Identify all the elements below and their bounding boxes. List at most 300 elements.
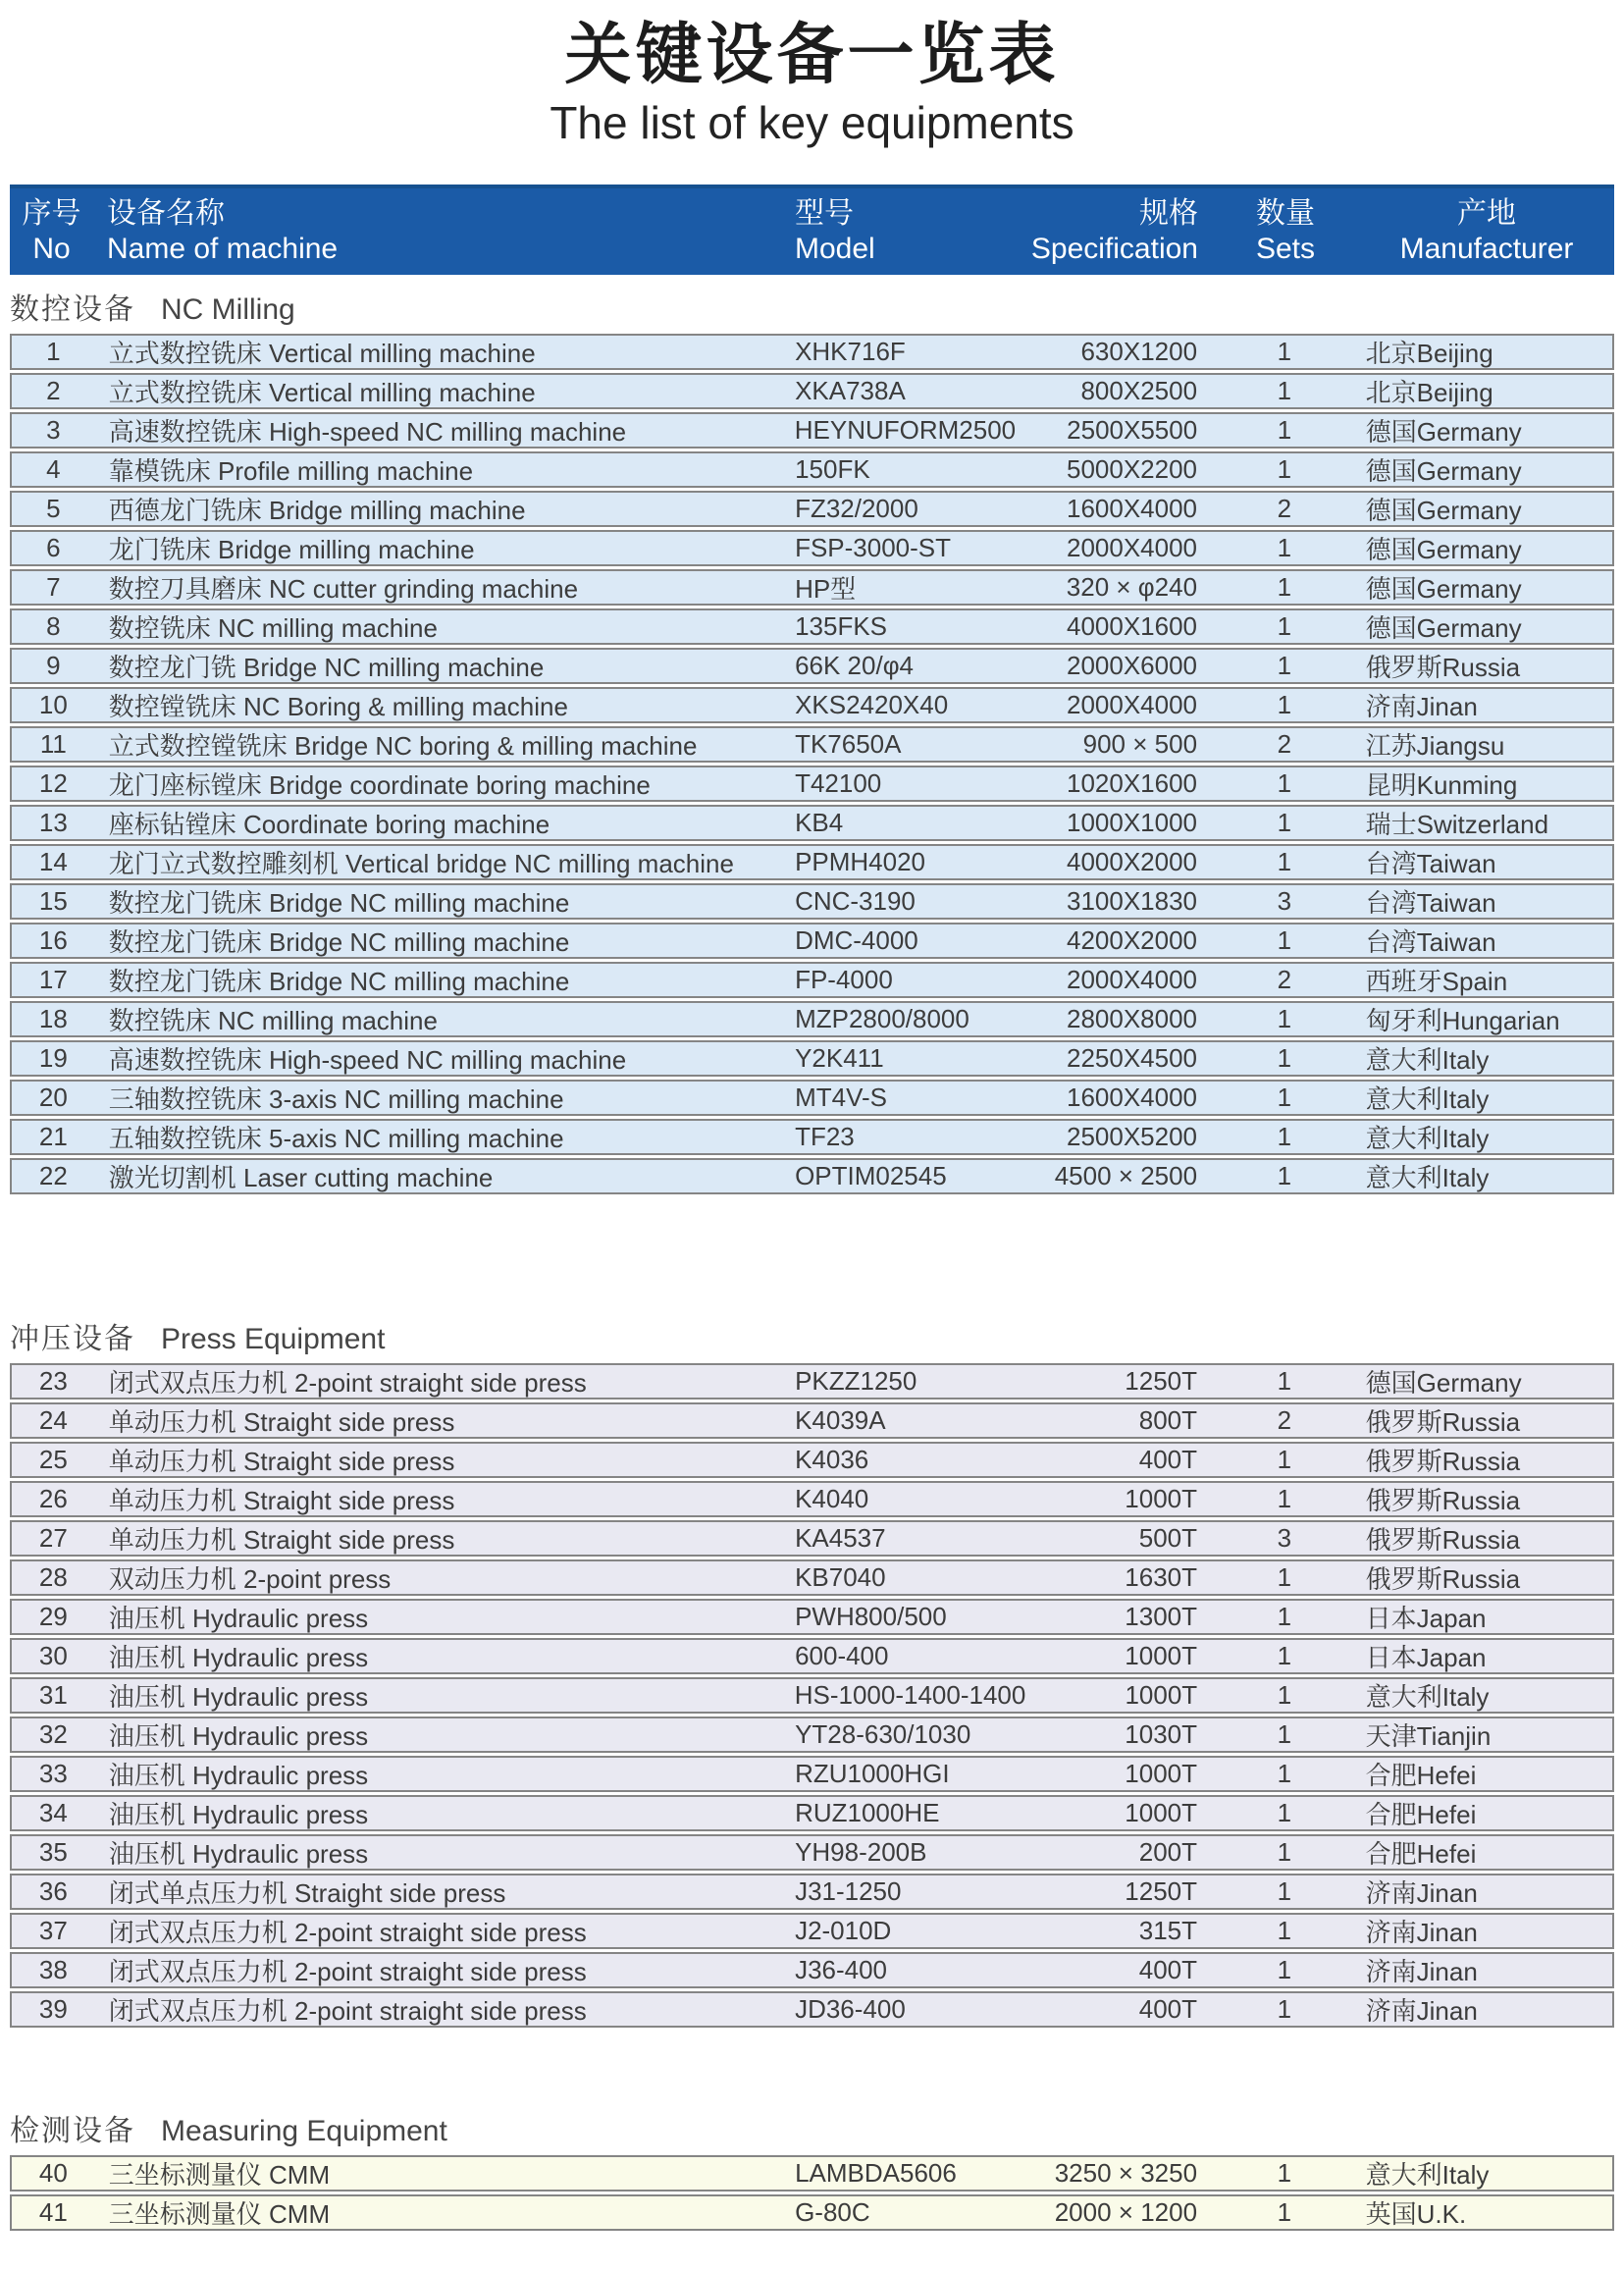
cell-no: 18: [38, 1003, 68, 1033]
table-row: [10, 373, 1614, 409]
section-label: [10, 1320, 1614, 1359]
cell-no: 15: [38, 885, 68, 916]
cell-name: 座标钻镗床 Coordinate boring machine: [108, 809, 550, 839]
cell-spec: 2000X4000: [1067, 964, 1198, 994]
cell-model: YH98-200B: [795, 1836, 927, 1867]
cell-no: 25: [38, 1444, 68, 1474]
cell-spec: 320 × φ240: [1066, 571, 1198, 602]
cell-model: PPMH4020: [795, 846, 926, 876]
cell-model: KB4: [795, 807, 844, 837]
cell-sets: 1: [1277, 1640, 1292, 1670]
cell-sets: 1: [1277, 2157, 1292, 2188]
cell-sets: 1: [1277, 1003, 1292, 1033]
cell-spec: 4000X1600: [1067, 610, 1198, 641]
cell-model: HS-1000-1400-1400: [794, 1679, 1026, 1710]
cell-model: G-80C: [795, 2196, 870, 2227]
cell-manufacturer: 俄罗斯Russia: [1365, 1485, 1521, 1515]
cell-manufacturer: 江苏Jiangsu: [1365, 730, 1505, 761]
cell-name: 五轴数控铣床 5-axis NC milling machine: [108, 1123, 564, 1153]
header-manu-en: Manufacturer: [1399, 232, 1574, 265]
header-name-en: Name of machine: [107, 232, 339, 265]
cell-manufacturer: 俄罗斯Russia: [1365, 652, 1521, 682]
cell-spec: 400T: [1138, 1954, 1198, 1984]
header-sets: [1212, 188, 1359, 275]
cell-sets: 2: [1277, 493, 1292, 523]
cell-manufacturer: 济南Jinan: [1365, 1995, 1478, 2026]
cell-name: 靠模铣床 Profile milling machine: [108, 455, 474, 486]
header-no: [10, 188, 93, 275]
cell-manufacturer: 德国Germany: [1365, 573, 1522, 604]
cell-model: 135FKS: [795, 610, 888, 641]
cell-spec: 1000T: [1125, 1483, 1198, 1513]
cell-spec: 315T: [1138, 1915, 1198, 1945]
cell-spec: 1000T: [1125, 1640, 1198, 1670]
table-row: [10, 1599, 1614, 1635]
cell-spec: 1600X4000: [1067, 493, 1198, 523]
cell-name: 西德龙门铣床 Bridge milling machine: [108, 495, 526, 525]
cell-sets: 2: [1277, 728, 1292, 759]
cell-manufacturer: 西班牙Spain: [1365, 966, 1508, 996]
cell-model: PWH800/500: [795, 1601, 947, 1631]
cell-model: HP型: [795, 573, 857, 604]
cell-no: 1: [46, 336, 61, 366]
cell-spec: 5000X2200: [1067, 453, 1198, 484]
cell-name: 三坐标测量仪 CMM: [108, 2198, 331, 2229]
cell-spec: 3100X1830: [1067, 885, 1198, 916]
table-row: [10, 1756, 1614, 1792]
cell-spec: 1000X1000: [1067, 807, 1198, 837]
cell-model: FZ32/2000: [795, 493, 918, 523]
cell-sets: 1: [1277, 1875, 1292, 1906]
cell-sets: 1: [1277, 1679, 1292, 1710]
cell-model: KA4537: [795, 1522, 886, 1553]
cell-no: 3: [46, 414, 61, 445]
cell-no: 33: [38, 1758, 68, 1788]
header-model-zh: 型号: [795, 196, 854, 230]
table-row: [10, 1402, 1614, 1439]
table-row: [10, 491, 1614, 527]
cell-sets: 1: [1277, 610, 1292, 641]
cell-no: 21: [38, 1121, 68, 1151]
cell-no: 36: [38, 1875, 68, 1906]
cell-spec: 1000T: [1125, 1679, 1198, 1710]
cell-name: 立式数控镗铣床 Bridge NC boring & milling machine: [108, 730, 698, 761]
cell-no: 29: [38, 1601, 68, 1631]
cell-no: 16: [38, 924, 68, 955]
cell-name: 油压机 Hydraulic press: [108, 1760, 369, 1790]
cell-sets: 1: [1277, 1993, 1292, 2024]
cell-manufacturer: 俄罗斯Russia: [1365, 1563, 1521, 1594]
cell-model: JD36-400: [795, 1993, 906, 2024]
cell-no: 19: [38, 1042, 68, 1073]
cell-spec: 1600X4000: [1067, 1082, 1198, 1112]
cell-name: 单动压力机 Straight side press: [108, 1446, 455, 1476]
cell-spec: 2500X5500: [1067, 414, 1198, 445]
cell-model: 66K 20/φ4: [795, 650, 915, 680]
cell-sets: 1: [1277, 1121, 1292, 1151]
table-row: [10, 1363, 1614, 1400]
cell-no: 35: [38, 1836, 68, 1867]
section-label-zh: 数控设备: [10, 292, 135, 326]
cell-manufacturer: 济南Jinan: [1365, 1877, 1478, 1908]
cell-spec: 1000T: [1125, 1797, 1198, 1827]
cell-manufacturer: 瑞士Switzerland: [1365, 809, 1549, 839]
cell-sets: 1: [1277, 1797, 1292, 1827]
table-row: [10, 726, 1614, 763]
table-row: [10, 2194, 1614, 2231]
cell-sets: 3: [1277, 1522, 1292, 1553]
cell-model: J36-400: [795, 1954, 888, 1984]
header-spec-zh: 规格: [1139, 196, 1198, 230]
cell-no: 2: [46, 375, 61, 405]
section-label: [10, 290, 1614, 330]
cell-sets: 1: [1277, 1444, 1292, 1474]
cell-no: 9: [46, 650, 61, 680]
cell-manufacturer: 济南Jinan: [1365, 691, 1478, 721]
cell-no: 10: [38, 689, 68, 719]
cell-name: 龙门座标镗床 Bridge coordinate boring machine: [108, 769, 651, 800]
cell-model: YT28-630/1030: [795, 1718, 971, 1749]
cell-no: 31: [38, 1679, 68, 1710]
cell-name: 三轴数控铣床 3-axis NC milling machine: [108, 1083, 564, 1114]
cell-model: XHK716F: [795, 336, 906, 366]
cell-model: K4039A: [795, 1404, 886, 1435]
cell-no: 17: [38, 964, 68, 994]
cell-spec: 2000 × 1200: [1054, 2196, 1198, 2227]
table-header: [10, 185, 1614, 275]
cell-model: K4036: [795, 1444, 869, 1474]
header-sets-zh: 数量: [1256, 196, 1315, 230]
section-rows: [10, 2155, 1614, 2231]
cell-sets: 1: [1277, 689, 1292, 719]
cell-model: PKZZ1250: [795, 1365, 917, 1396]
cell-manufacturer: 英国U.K.: [1365, 2198, 1467, 2229]
cell-sets: 1: [1277, 1365, 1292, 1396]
cell-manufacturer: 意大利Italy: [1365, 1083, 1490, 1114]
cell-no: 34: [38, 1797, 68, 1827]
table-sections: [10, 290, 1614, 2231]
cell-name: 油压机 Hydraulic press: [108, 1838, 369, 1869]
cell-no: 20: [38, 1082, 68, 1112]
cell-sets: 1: [1277, 1483, 1292, 1513]
cell-spec: 1250T: [1125, 1365, 1198, 1396]
cell-spec: 1250T: [1125, 1875, 1198, 1906]
table-row: [10, 1913, 1614, 1949]
cell-no: 41: [38, 2196, 68, 2227]
cell-manufacturer: 日本Japan: [1365, 1642, 1487, 1672]
cell-spec: 2000X6000: [1067, 650, 1198, 680]
cell-model: J31-1250: [795, 1875, 902, 1906]
cell-spec: 1000T: [1125, 1758, 1198, 1788]
cell-sets: 1: [1277, 1915, 1292, 1945]
cell-sets: 2: [1277, 1404, 1292, 1435]
table-row: [10, 1158, 1614, 1194]
cell-manufacturer: 德国Germany: [1365, 416, 1522, 447]
cell-model: TK7650A: [795, 728, 902, 759]
cell-manufacturer: 俄罗斯Russia: [1365, 1406, 1521, 1437]
cell-sets: 1: [1277, 1954, 1292, 1984]
cell-spec: 400T: [1138, 1444, 1198, 1474]
cell-model: LAMBDA5606: [795, 2157, 957, 2188]
cell-manufacturer: 匈牙利Hungarian: [1365, 1005, 1560, 1035]
cell-model: Y2K411: [795, 1042, 884, 1073]
cell-name: 高速数控铣床 High-speed NC milling machine: [108, 1044, 627, 1075]
section-label-en: Measuring Equipment: [161, 2114, 447, 2147]
section-rows: [10, 1363, 1614, 2028]
cell-sets: 1: [1277, 1836, 1292, 1867]
table-row: [10, 1520, 1614, 1557]
cell-no: 37: [38, 1915, 68, 1945]
section-label-en: Press Equipment: [161, 1322, 386, 1355]
cell-manufacturer: 德国Germany: [1365, 495, 1522, 525]
cell-model: K4040: [795, 1483, 869, 1513]
table-row: [10, 334, 1614, 370]
cell-model: 600-400: [795, 1640, 889, 1670]
cell-name: 数控铣床 NC milling machine: [108, 612, 438, 643]
header-model: [775, 188, 1016, 275]
section-label-zh: 冲压设备: [10, 1322, 135, 1355]
cell-sets: 1: [1277, 1561, 1292, 1592]
header-no-zh: 序号: [22, 196, 81, 230]
section-label: [10, 2112, 1614, 2151]
table-row: [10, 451, 1614, 488]
cell-model: MZP2800/8000: [795, 1003, 969, 1033]
cell-manufacturer: 北京Beijing: [1365, 377, 1493, 407]
cell-manufacturer: 济南Jinan: [1365, 1956, 1478, 1986]
header-no-en: No: [32, 232, 71, 265]
cell-sets: 1: [1277, 2196, 1292, 2227]
cell-spec: 400T: [1138, 1993, 1198, 2024]
table-row: [10, 1001, 1614, 1037]
cell-name: 高速数控铣床 High-speed NC milling machine: [108, 416, 627, 447]
cell-name: 龙门立式数控雕刻机 Vertical bridge NC milling machine: [108, 848, 734, 878]
cell-name: 单动压力机 Straight side press: [108, 1524, 455, 1555]
cell-spec: 500T: [1138, 1522, 1198, 1553]
cell-model: XKA738A: [795, 375, 906, 405]
page-title: 关键设备一览表: [564, 18, 1060, 92]
table-row: [10, 1040, 1614, 1077]
header-name-zh: 设备名称: [107, 196, 225, 230]
cell-sets: 1: [1277, 846, 1292, 876]
cell-name: 龙门铣床 Bridge milling machine: [108, 534, 475, 564]
cell-name: 三坐标测量仪 CMM: [108, 2159, 331, 2190]
cell-model: FSP-3000-ST: [795, 532, 952, 562]
header-model-en: Model: [795, 232, 875, 265]
cell-sets: 1: [1277, 1042, 1292, 1073]
cell-no: 4: [46, 453, 61, 484]
cell-spec: 200T: [1138, 1836, 1198, 1867]
table-row: [10, 1638, 1614, 1674]
cell-manufacturer: 台湾Taiwan: [1365, 848, 1496, 878]
cell-spec: 4200X2000: [1067, 924, 1198, 955]
cell-sets: 1: [1277, 453, 1292, 484]
cell-no: 5: [46, 493, 61, 523]
cell-manufacturer: 合肥Hefei: [1365, 1760, 1477, 1790]
cell-model: RZU1000HGI: [795, 1758, 950, 1788]
cell-sets: 1: [1277, 1601, 1292, 1631]
cell-no: 12: [38, 767, 68, 798]
cell-sets: 1: [1277, 650, 1292, 680]
cell-spec: 1300T: [1125, 1601, 1198, 1631]
cell-name: 数控龙门铣床 Bridge NC milling machine: [108, 966, 570, 996]
cell-spec: 3250 × 3250: [1054, 2157, 1198, 2188]
cell-model: 150FK: [795, 453, 870, 484]
table-row: [10, 1795, 1614, 1831]
table-row: [10, 1991, 1614, 2028]
table-row: [10, 1716, 1614, 1753]
cell-manufacturer: 俄罗斯Russia: [1365, 1524, 1521, 1555]
cell-model: TF23: [795, 1121, 855, 1151]
cell-name: 数控镗铣床 NC Boring & milling machine: [108, 691, 568, 721]
cell-sets: 1: [1277, 1718, 1292, 1749]
cell-no: 7: [46, 571, 61, 602]
cell-spec: 4000X2000: [1067, 846, 1198, 876]
cell-no: 30: [38, 1640, 68, 1670]
table-row: [10, 1119, 1614, 1155]
cell-manufacturer: 济南Jinan: [1365, 1917, 1478, 1947]
cell-model: MT4V-S: [795, 1082, 887, 1112]
cell-no: 14: [38, 846, 68, 876]
cell-manufacturer: 德国Germany: [1365, 455, 1522, 486]
cell-name: 数控龙门铣床 Bridge NC milling machine: [108, 926, 570, 957]
table-row: [10, 1559, 1614, 1596]
cell-spec: 630X1200: [1080, 336, 1198, 366]
cell-model: CNC-3190: [795, 885, 916, 916]
cell-name: 油压机 Hydraulic press: [108, 1799, 369, 1829]
cell-manufacturer: 合肥Hefei: [1365, 1838, 1477, 1869]
cell-spec: 900 × 500: [1082, 728, 1198, 759]
table-row: [10, 766, 1614, 802]
cell-name: 闭式双点压力机 2-point straight side press: [108, 1956, 587, 1986]
cell-spec: 800X2500: [1080, 375, 1198, 405]
cell-spec: 1020X1600: [1067, 767, 1198, 798]
cell-manufacturer: 德国Germany: [1365, 534, 1522, 564]
cell-model: OPTIM02545: [795, 1160, 947, 1190]
cell-name: 激光切割机 Laser cutting machine: [108, 1162, 494, 1192]
header-name: [93, 188, 775, 275]
cell-no: 11: [39, 728, 67, 759]
header-manu-zh: 产地: [1457, 196, 1516, 230]
cell-sets: 3: [1277, 885, 1292, 916]
cell-spec: 1030T: [1125, 1718, 1198, 1749]
cell-no: 22: [38, 1160, 68, 1190]
cell-manufacturer: 北京Beijing: [1365, 338, 1493, 368]
cell-manufacturer: 意大利Italy: [1365, 1044, 1490, 1075]
table-row: [10, 844, 1614, 880]
cell-spec: 2800X8000: [1067, 1003, 1198, 1033]
cell-spec: 2500X5200: [1067, 1121, 1198, 1151]
cell-name: 双动压力机 2-point press: [108, 1563, 392, 1594]
cell-manufacturer: 德国Germany: [1365, 612, 1522, 643]
equipment-section: [10, 2112, 1614, 2231]
table-row: [10, 648, 1614, 684]
cell-name: 闭式双点压力机 2-point straight side press: [108, 1995, 587, 2026]
cell-model: T42100: [795, 767, 882, 798]
table-row: [10, 2155, 1614, 2192]
header-spec-en: Specification: [1030, 232, 1198, 265]
cell-model: XKS2420X40: [795, 689, 949, 719]
cell-name: 单动压力机 Straight side press: [108, 1485, 455, 1515]
cell-no: 32: [38, 1718, 68, 1749]
cell-sets: 1: [1277, 1082, 1292, 1112]
cell-sets: 2: [1277, 964, 1292, 994]
cell-no: 28: [38, 1561, 68, 1592]
cell-no: 8: [46, 610, 61, 641]
section-label-zh: 检测设备: [10, 2114, 135, 2147]
cell-name: 油压机 Hydraulic press: [108, 1642, 369, 1672]
equipment-table: [10, 185, 1614, 2231]
cell-sets: 1: [1277, 1160, 1292, 1190]
header-specification: [1016, 188, 1212, 275]
cell-name: 数控铣床 NC milling machine: [108, 1005, 438, 1035]
cell-name: 油压机 Hydraulic press: [108, 1681, 369, 1712]
cell-sets: 1: [1277, 807, 1292, 837]
cell-no: 40: [38, 2157, 68, 2188]
page-subtitle: The list of key equipments: [550, 97, 1074, 148]
cell-spec: 2000X4000: [1067, 532, 1198, 562]
cell-manufacturer: 意大利Italy: [1365, 1681, 1490, 1712]
cell-name: 油压机 Hydraulic press: [108, 1720, 369, 1751]
cell-manufacturer: 意大利Italy: [1365, 1162, 1490, 1192]
cell-spec: 2250X4500: [1067, 1042, 1198, 1073]
cell-sets: 1: [1277, 767, 1292, 798]
cell-manufacturer: 合肥Hefei: [1365, 1799, 1477, 1829]
table-row: [10, 923, 1614, 959]
table-row: [10, 530, 1614, 566]
table-row: [10, 805, 1614, 841]
cell-manufacturer: 意大利Italy: [1365, 2159, 1490, 2190]
cell-model: KB7040: [795, 1561, 886, 1592]
cell-spec: 800T: [1138, 1404, 1198, 1435]
table-row: [10, 1874, 1614, 1910]
cell-model: HEYNUFORM2500: [794, 414, 1017, 445]
table-row: [10, 412, 1614, 449]
cell-no: 6: [46, 532, 61, 562]
cell-no: 13: [38, 807, 68, 837]
cell-model: J2-010D: [795, 1915, 892, 1945]
header-sets-en: Sets: [1255, 232, 1316, 265]
cell-name: 闭式双点压力机 2-point straight side press: [108, 1367, 587, 1398]
header-manufacturer: [1359, 188, 1614, 275]
cell-model: RUZ1000HE: [795, 1797, 940, 1827]
table-row: [10, 1481, 1614, 1517]
equipment-section: [10, 1320, 1614, 2028]
cell-no: 26: [38, 1483, 68, 1513]
cell-name: 数控龙门铣床 Bridge NC milling machine: [108, 887, 570, 918]
cell-manufacturer: 俄罗斯Russia: [1365, 1446, 1521, 1476]
table-row: [10, 883, 1614, 920]
cell-name: 立式数控铣床 Vertical milling machine: [108, 377, 536, 407]
cell-name: 立式数控铣床 Vertical milling machine: [108, 338, 536, 368]
table-row: [10, 962, 1614, 998]
cell-sets: 1: [1277, 924, 1292, 955]
cell-no: 24: [38, 1404, 68, 1435]
cell-sets: 1: [1277, 414, 1292, 445]
cell-manufacturer: 日本Japan: [1365, 1603, 1487, 1633]
cell-no: 27: [38, 1522, 68, 1553]
cell-manufacturer: 意大利Italy: [1365, 1123, 1490, 1153]
cell-name: 油压机 Hydraulic press: [108, 1603, 369, 1633]
cell-sets: 1: [1277, 1758, 1292, 1788]
table-row: [10, 1080, 1614, 1116]
cell-sets: 1: [1277, 571, 1292, 602]
cell-name: 数控刀具磨床 NC cutter grinding machine: [108, 573, 579, 604]
cell-manufacturer: 昆明Kunming: [1365, 769, 1518, 800]
table-row: [10, 1952, 1614, 1988]
cell-manufacturer: 德国Germany: [1365, 1367, 1522, 1398]
table-row: [10, 569, 1614, 606]
table-row: [10, 1677, 1614, 1714]
